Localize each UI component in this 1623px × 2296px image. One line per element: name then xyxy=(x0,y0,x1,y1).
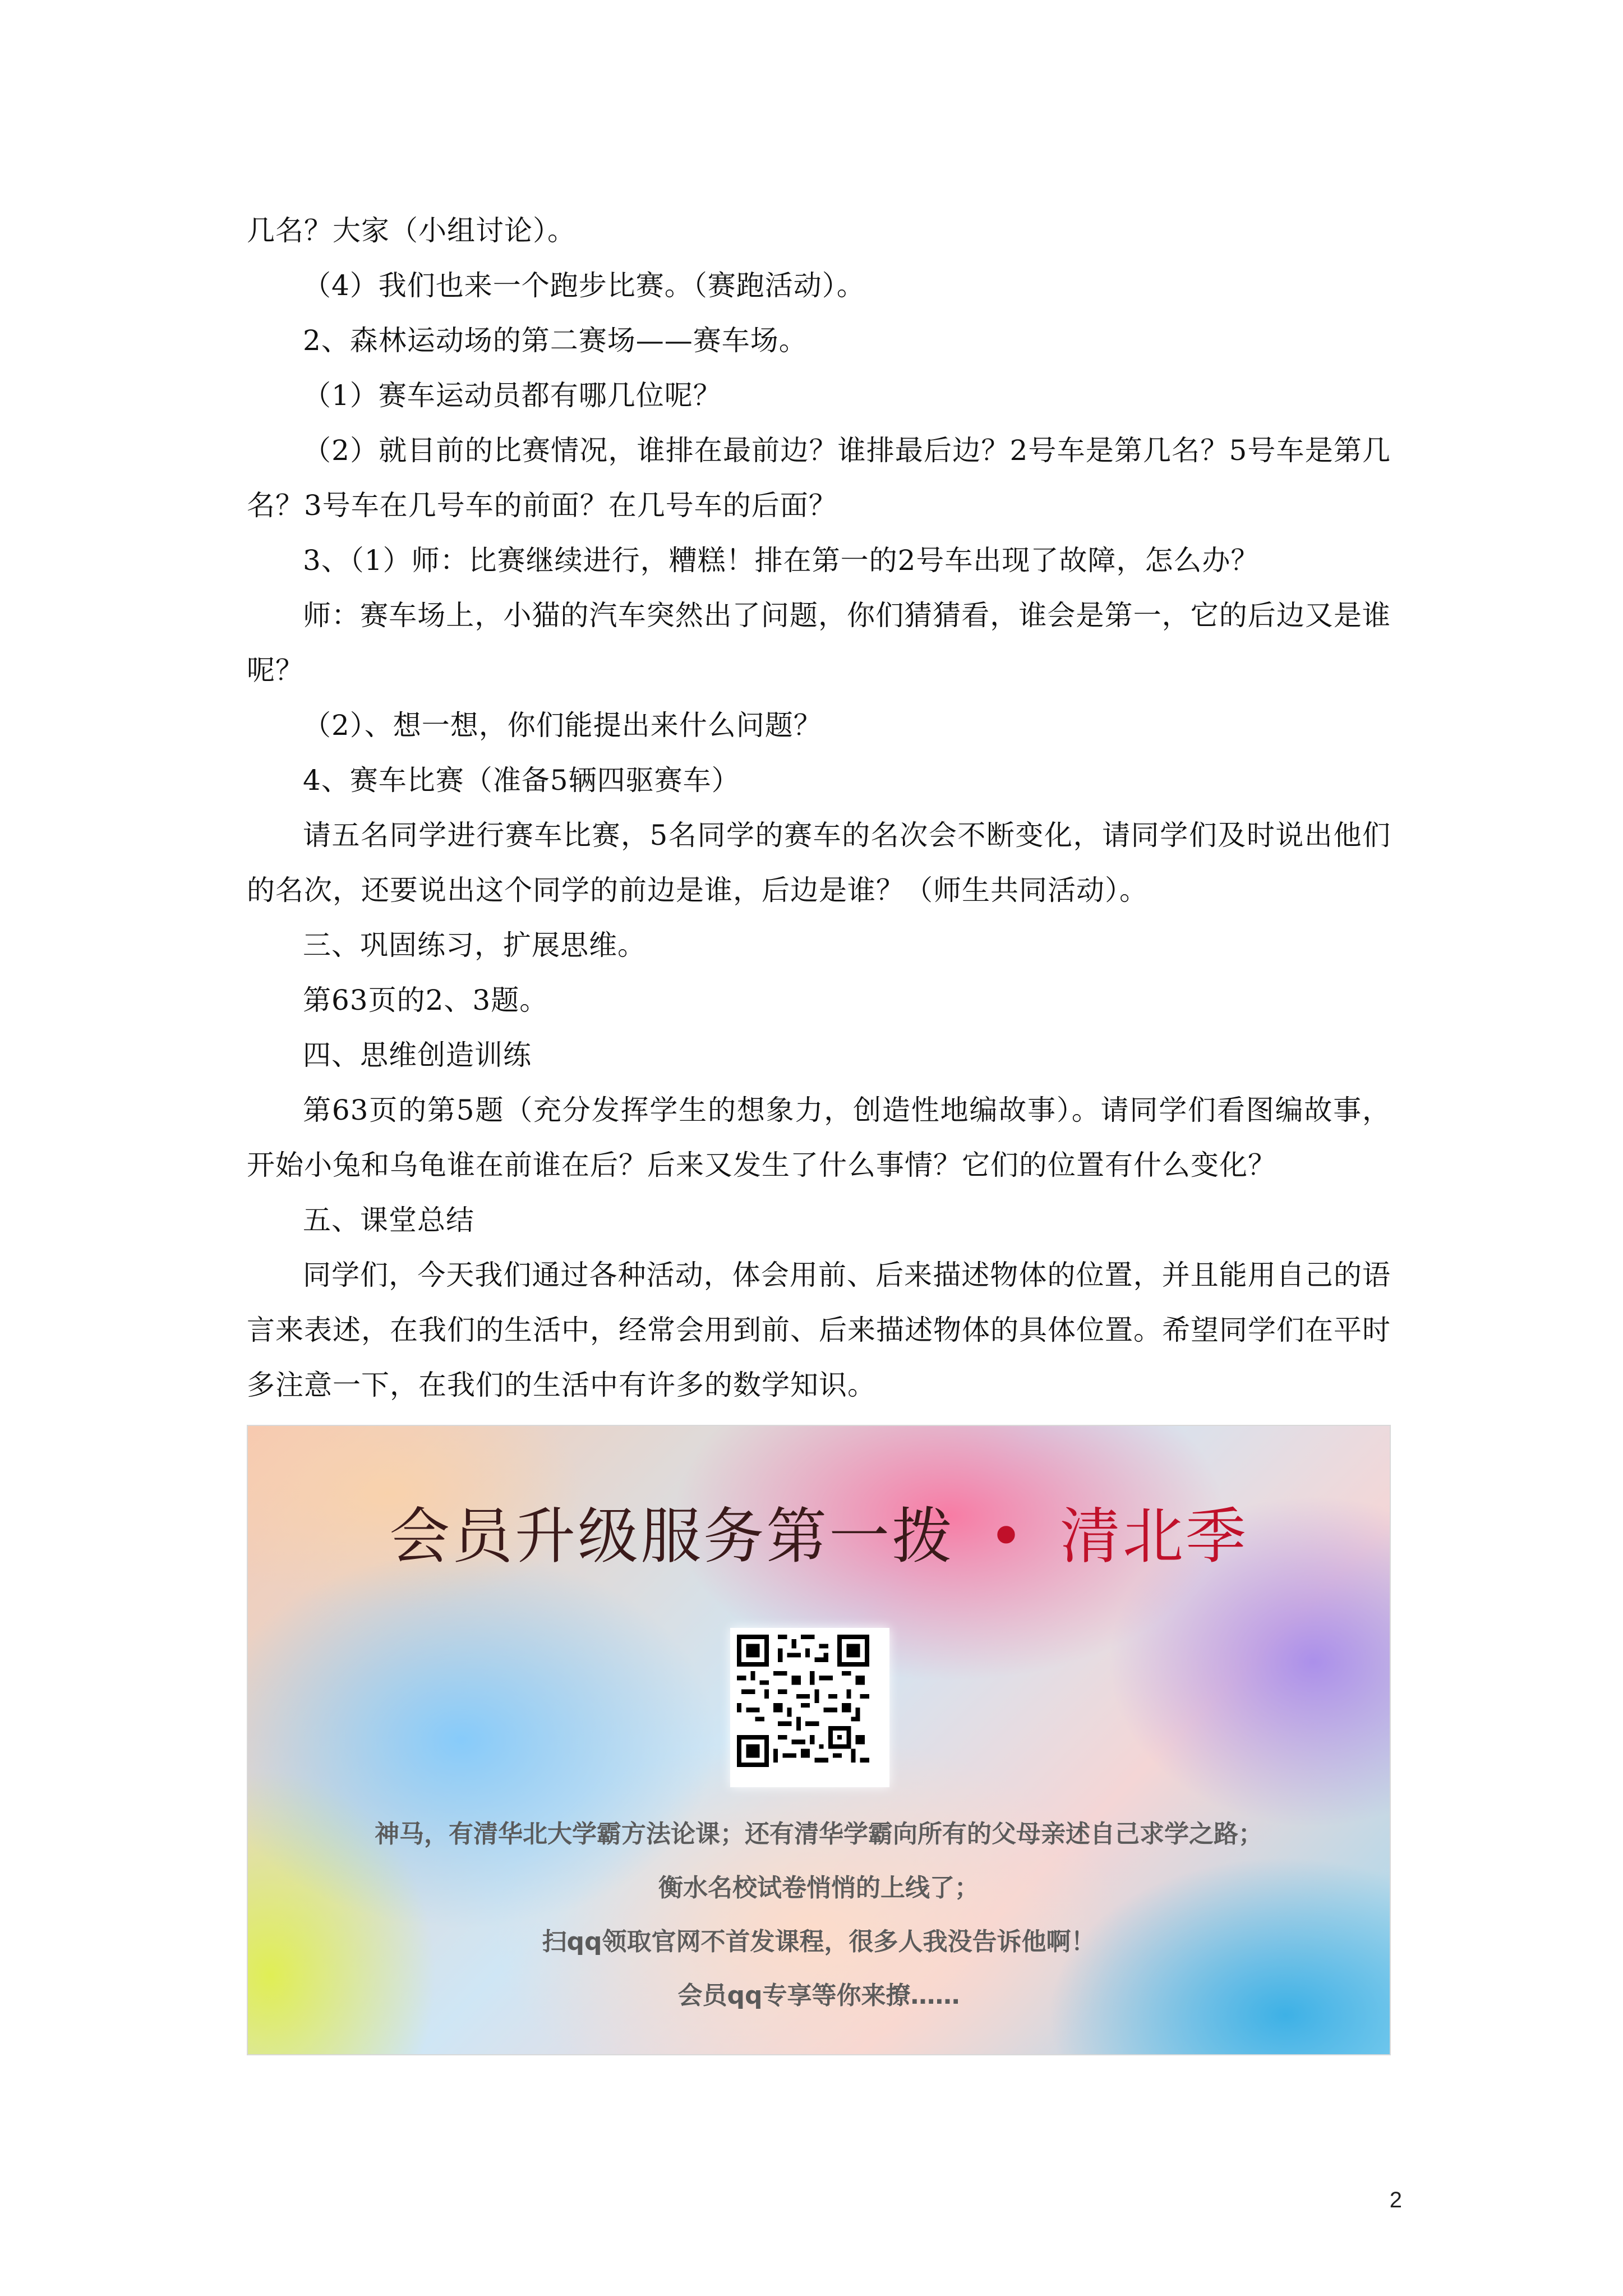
paragraph: 同学们，今天我们通过各种活动，体会用前、后来描述物体的位置，并且能用自己的语言来表述，在我们的生活中，经常会用到前、后来描述物体的具体位置。希望同学们在平时多注意一下，在我们的生活中有许多的数学知识。 xyxy=(247,1259,1391,1401)
paragraph: （2）就目前的比赛情况，谁排在最前边？谁排最后边？2号车是第几名？5号车是第几名？3号车在几号车的前面？在几号车的后面？ xyxy=(247,434,1391,522)
paragraph: 第63页的第5题（充分发挥学生的想象力，创造性地编故事）。请同学们看图编故事，开始小兔和乌龟谁在前谁在后？后来又发生了什么事情？它们的位置有什么变化？ xyxy=(247,1094,1391,1181)
body-text xyxy=(247,203,1391,1412)
banner-text xyxy=(248,1807,1390,2023)
page-number: 2 xyxy=(1389,2188,1402,2212)
banner-line: 衡水名校试卷悄悄的上线了； xyxy=(658,1874,979,1902)
paragraph: 3、（1）师：比赛继续进行，糟糕！排在第一的2号车出现了故障，怎么办？ xyxy=(303,544,1260,577)
banner-title xyxy=(248,1498,1390,1576)
banner-line: 神马，有清华北大学霸方法论课；还有清华学霸向所有的父母亲述自己求学之路； xyxy=(375,1820,1263,1848)
banner-title-dot: • xyxy=(988,1502,1026,1572)
paragraph: （2）、想一想，你们能提出来什么问题？ xyxy=(303,709,822,742)
paragraph: 几名？大家（小组讨论）。 xyxy=(247,214,576,247)
paragraph: （4）我们也来一个跑步比赛。（赛跑活动）。 xyxy=(303,269,865,302)
banner-line: 扫qq领取官网不首发课程，很多人我没告诉他啊！ xyxy=(542,1927,1096,1956)
banner-title-accent: 清北季 xyxy=(1059,1502,1248,1572)
qr-code-icon xyxy=(737,1635,869,1767)
paragraph: 三、巩固练习，扩展思维。 xyxy=(303,929,646,961)
paragraph: 第63页的2、3题。 xyxy=(303,984,548,1016)
banner-title-main: 会员升级服务第一拨 xyxy=(389,1502,955,1572)
paragraph: 请五名同学进行赛车比赛，5名同学的赛车的名次会不断变化，请同学们及时说出他们的名次，还要说出这个同学的前边是谁，后边是谁？（师生共同活动）。 xyxy=(247,819,1391,907)
paragraph: 4、赛车比赛（准备5辆四驱赛车） xyxy=(303,764,740,797)
paragraph: （1）赛车运动员都有哪几位呢？ xyxy=(303,379,722,412)
promo-banner[interactable] xyxy=(247,1425,1391,2055)
paragraph: 五、课堂总结 xyxy=(303,1204,474,1236)
qr-code[interactable] xyxy=(730,1628,889,1787)
paragraph: 2、森林运动场的第二赛场——赛车场。 xyxy=(303,324,808,357)
paragraph: 师：赛车场上，小猫的汽车突然出了问题，你们猜猜看，谁会是第一，它的后边又是谁呢？ xyxy=(247,599,1391,687)
paragraph: 四、思维创造训练 xyxy=(303,1039,532,1071)
banner-line: 会员qq专享等你来撩…… xyxy=(677,1981,960,2010)
